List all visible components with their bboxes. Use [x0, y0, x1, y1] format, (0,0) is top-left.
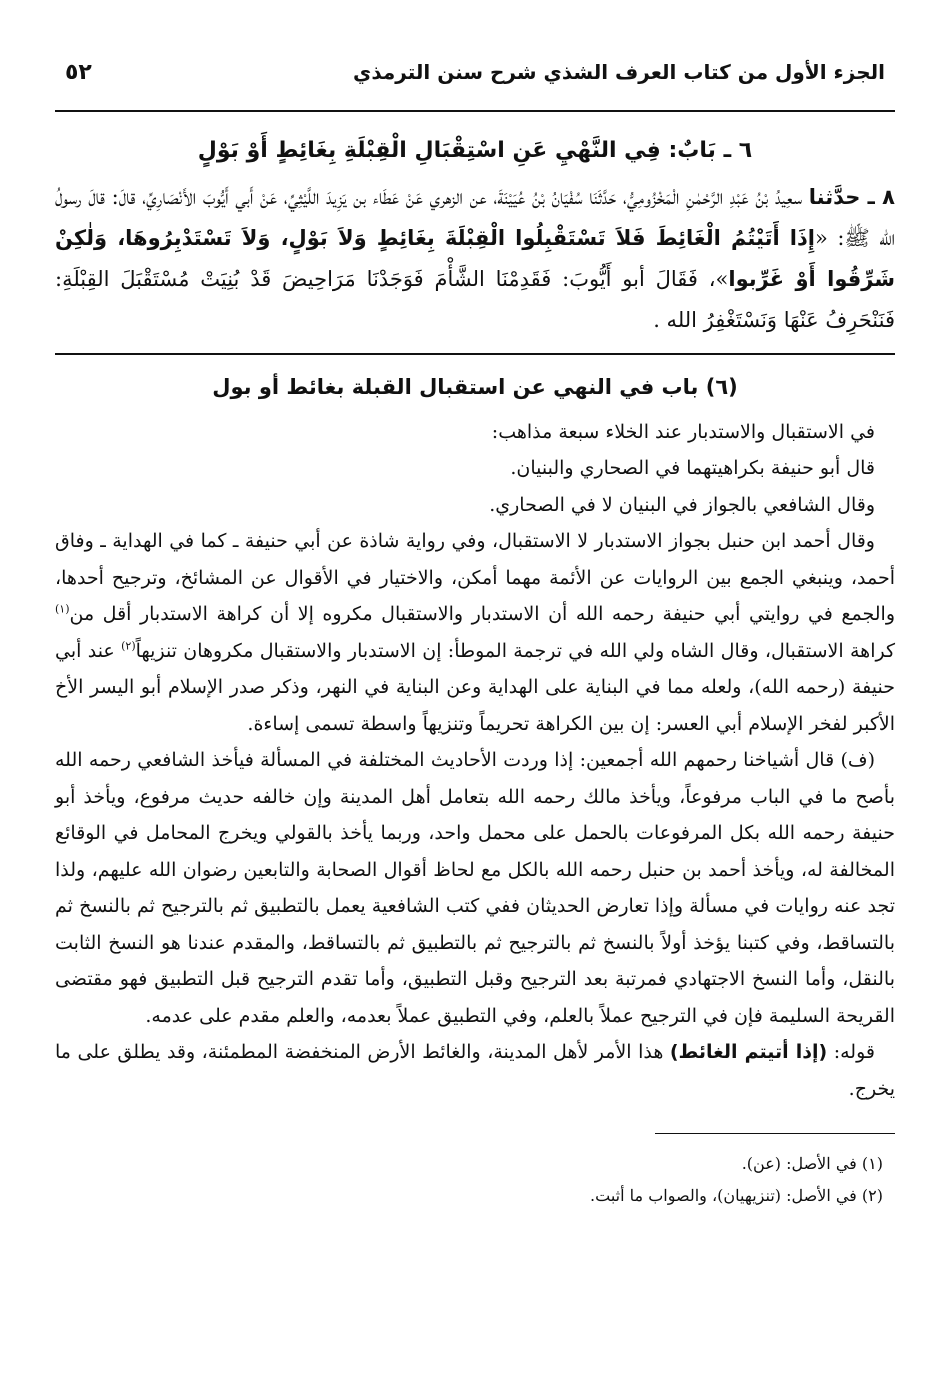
commentary-paragraph-2: قال أبو حنيفة بكراهيتهما في الصحاري والبنيان. [510, 457, 875, 479]
footnote-2: (٢) في الأصل: (تنزيهيان)، والصواب ما أثبت. [590, 1186, 883, 1205]
hadith-number: ٨ ـ حدَّثنا [808, 185, 895, 209]
hadith-section [55, 130, 895, 341]
paragraph-4-part-b: كراهة الاستقبال، وقال الشاه ولي الله في ترجمة الموطأ: إن الاستدبار والاستقبال مكروهان تنزيهاً [135, 639, 895, 662]
book-page [55, 60, 895, 1212]
commentary-paragraph-6 [55, 1034, 895, 1107]
commentary-section [55, 369, 895, 1107]
quoted-phrase: (إذا أتيتم الغائط) [669, 1041, 828, 1063]
footnote-rule [655, 1133, 895, 1134]
hadith-prophetic-text: إِذَا أَتَيْتُمُ الْغَائِطَ فَلاَ تَسْتَقْبِلُوا الْقِبْلَةَ بِغَائِطٍ وَلاَ بَوْلٍ، وَلاَ تَسْتَدْبِرُوهَا، وَلٰكِنْ شَرِّقُوا أَوْ غَرِّبوا [55, 226, 895, 291]
commentary-paragraph-4 [55, 523, 895, 742]
commentary-paragraph-3: وقال الشافعي بالجواز في البنيان لا في الصحاري. [489, 493, 875, 516]
running-header [55, 60, 895, 112]
page-number: ٥٢ [65, 60, 92, 85]
hadith-text [55, 177, 895, 341]
footnotes [55, 1148, 895, 1212]
paragraph-4-part-a: وقال أحمد ابن حنبل بجواز الاستدبار لا الاستقبال، وفي رواية شاذة عن أبي حنيفة ـ كما في الهداية ـ وفاق أحمد، وينبغي الجمع بين الروايات عن الأئمة مهما أمكن، والاختيار في الأقوال عن المشائخ، وترجيح أحدها، والجمع في روايتي أبي حنيفة رحمه الله أن الاستدبار والاستقبال مكروه إلا أن كراهة الاستدبار أقل من [55, 530, 895, 625]
hadith-text-part-2: »، فَقَالَ أبو أَيُّوبَ: فَقَدِمْنَا الشَّأْمَ فَوَجَدْنَا مَرَاحِيضَ قَدْ بُنِيَتْ مُسْتَقْبَلَ القِبْلَةِ: فَنَنْحَرِفُ عَنْهَا وَنَسْتَغْفِرُ الله . [55, 267, 895, 332]
chapter-title: ٦ ـ بَابٌ: فِي النَّهْيِ عَنِ اسْتِقْبَالِ الْقِبْلَةِ بِغَائِطٍ أَوْ بَوْلٍ [197, 138, 753, 163]
commentary-title: (٦) باب في النهي عن استقبال القبلة بغائط أو بول [212, 375, 738, 399]
paragraph-6-part-a: قوله: [827, 1041, 875, 1063]
hadith-text-part-1: سعِيدُ بْنُ عَبْدِ الرَّحْمٰنِ الْمَخْزُومِيُّ، حَدَّثَنَا سُفْيَانُ بْنُ عُيَيْنَةَ، عن الزهري عَنْ عَطَاء بن يَزِيدَ اللَّيْثِيِّ، عَنْ أَبي أَيُّوبَ الأَنْصَارِيِّ، قالَ: قالَ رسولُ الله ﷺ: « [55, 185, 895, 250]
commentary-paragraph-1: في الاستقبال والاستدبار عند الخلاء سبعة مذاهب: [491, 420, 875, 443]
footnote-ref-2: (٢) [121, 639, 136, 653]
paragraph-6-part-b: هذا الأمر لأهل المدينة، والغائط الأرض المنخفضة المطمئنة، وقد يطلق على ما يخرج. [55, 1041, 895, 1100]
footnote-1: (١) في الأصل: (عن). [741, 1154, 883, 1173]
running-title: الجزء الأول من كتاب العرف الشذي شرح سنن الترمذي [353, 60, 885, 84]
commentary-paragraph-5: (ف) قال أشياخنا رحمهم الله أجمعين: إذا وردت الأحاديث المختلفة في المسألة فيأخذ الشافعي رحمه الله بأصح ما في الباب مرفوعاً، ويأخذ مالك رحمه الله بتعامل أهل المدينة وإن خالفه حديث مرفوع، ويأخذ أبو حنيفة رحمه الله بكل المرفوعات بالحمل على محمل واحد، وربما يأخذ بالقولي ويخرج المحامل في الوقائع المخالفة له، ويأخذ أحمد بن حنبل رحمه الله بالكل مع لحاظ أقوال الصحابة والتابعين رضوان الله عليهم، ولذا تجد عنه روايات في مسألة وإذا تعارض الحديثان ففي كتب الشافعية يعمل بالتطبيق ثم بالترجيح ثم بالنسخ ثم بالتساقط، وفي كتبنا يؤخذ أولاً بالنسخ ثم بالترجيح ثم بالتطبيق ثم بالتساقط، والمقدم عندنا هو النسخ الثابت بالنقل، وأما النسخ الاجتهادي فمرتبة بعد الترجيح وقبل التطبيق، وأما تقدم الترجيح قبل التطبيق فهو مقتضى القريحة السليمة فإن في الترجيح عملاً بالعلم، وفي التطبيق عملاً بعدمه، والعلم مقدم على عدمه. [55, 749, 895, 1027]
section-divider [55, 353, 895, 355]
footnote-ref-1: (١) [55, 602, 70, 616]
paragraph-4-part-c: عند أبي حنيفة (رحمه الله)، ولعله مما في البناية على الهداية وعن البناية في النهر، وذكر صدر الإسلام أبو اليسر الأخ الأكبر لفخر الإسلام أبي العسر: إن بين الكراهة تحريماً وتنزيهاً واسطة تسمى إساءة. [55, 639, 895, 735]
